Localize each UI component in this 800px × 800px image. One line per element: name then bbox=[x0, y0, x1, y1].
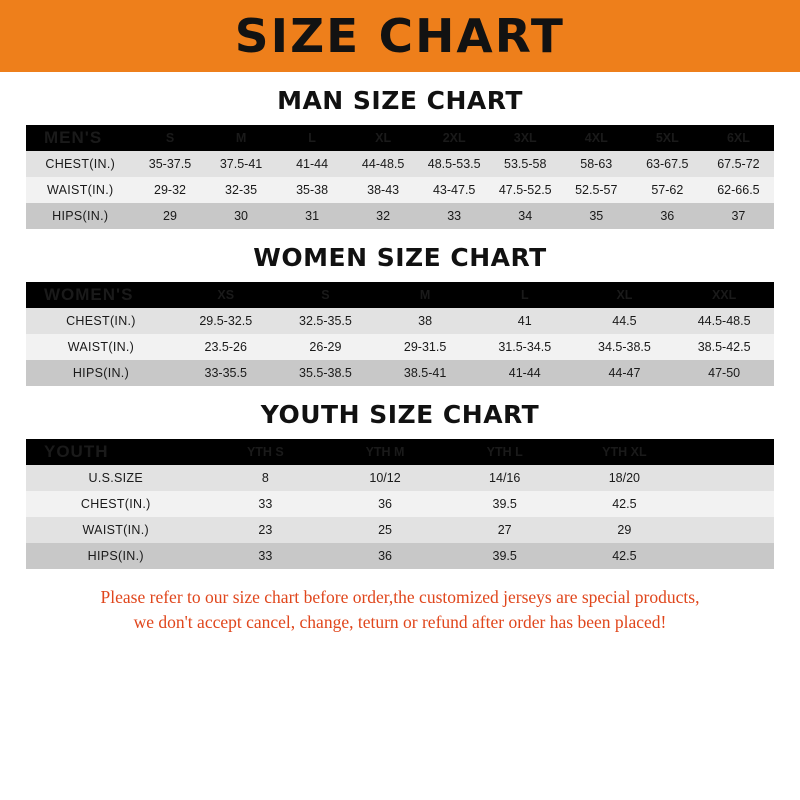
cell: 18/20 bbox=[565, 465, 685, 491]
row-label-chest: CHEST(IN.) bbox=[26, 308, 176, 334]
cell: 44.5 bbox=[575, 308, 675, 334]
cell: 32 bbox=[348, 203, 419, 229]
col-header-6xl: 6XL bbox=[703, 125, 774, 151]
table-women bbox=[26, 282, 774, 386]
cell: 36 bbox=[325, 543, 445, 569]
cell: 10/12 bbox=[325, 465, 445, 491]
table-row bbox=[26, 177, 774, 203]
table-row bbox=[26, 465, 774, 491]
table-row bbox=[26, 360, 774, 386]
table-row bbox=[26, 151, 774, 177]
row-label-hips: HIPS(IN.) bbox=[26, 360, 176, 386]
cell: 33-35.5 bbox=[176, 360, 276, 386]
col-header-spacer bbox=[684, 439, 774, 465]
cell: 39.5 bbox=[445, 543, 565, 569]
cell: 67.5-72 bbox=[703, 151, 774, 177]
cell: 32.5-35.5 bbox=[276, 308, 376, 334]
footer-note bbox=[26, 585, 774, 636]
cell: 35-37.5 bbox=[134, 151, 205, 177]
cell: 38.5-41 bbox=[375, 360, 475, 386]
cell: 52.5-57 bbox=[561, 177, 632, 203]
row-label-waist: WAIST(IN.) bbox=[26, 177, 134, 203]
cell: 37 bbox=[703, 203, 774, 229]
row-label-waist: WAIST(IN.) bbox=[26, 334, 176, 360]
section-title-women: WOMEN SIZE CHART bbox=[253, 243, 547, 272]
col-header-m: M bbox=[375, 282, 475, 308]
col-header-s: S bbox=[276, 282, 376, 308]
cell: 25 bbox=[325, 517, 445, 543]
cell: 43-47.5 bbox=[419, 177, 490, 203]
cell: 29-32 bbox=[134, 177, 205, 203]
table-row bbox=[26, 491, 774, 517]
cell: 29.5-32.5 bbox=[176, 308, 276, 334]
cell: 29-31.5 bbox=[375, 334, 475, 360]
section-youth bbox=[26, 400, 774, 569]
section-title-youth: YOUTH SIZE CHART bbox=[260, 400, 540, 429]
cell: 36 bbox=[325, 491, 445, 517]
page-title: SIZE CHART bbox=[234, 9, 566, 63]
cell-spacer bbox=[684, 543, 774, 569]
table-header-row bbox=[26, 125, 774, 151]
cell: 35 bbox=[561, 203, 632, 229]
cell: 27 bbox=[445, 517, 565, 543]
cell: 62-66.5 bbox=[703, 177, 774, 203]
cell: 63-67.5 bbox=[632, 151, 703, 177]
cell: 38-43 bbox=[348, 177, 419, 203]
col-header-l: L bbox=[475, 282, 575, 308]
row-label-chest: CHEST(IN.) bbox=[26, 151, 134, 177]
row-label-hips: HIPS(IN.) bbox=[26, 203, 134, 229]
cell: 14/16 bbox=[445, 465, 565, 491]
table-header-row bbox=[26, 282, 774, 308]
cell: 42.5 bbox=[565, 491, 685, 517]
cell: 42.5 bbox=[565, 543, 685, 569]
cell-spacer bbox=[684, 465, 774, 491]
cell: 36 bbox=[632, 203, 703, 229]
cell: 48.5-53.5 bbox=[419, 151, 490, 177]
cell: 35-38 bbox=[277, 177, 348, 203]
col-header-yth-m: YTH M bbox=[325, 439, 445, 465]
cell: 57-62 bbox=[632, 177, 703, 203]
cell: 47.5-52.5 bbox=[490, 177, 561, 203]
col-header-yth-s: YTH S bbox=[206, 439, 326, 465]
col-header-xl: XL bbox=[575, 282, 675, 308]
table-row bbox=[26, 543, 774, 569]
cell: 33 bbox=[206, 543, 326, 569]
cell: 38.5-42.5 bbox=[674, 334, 774, 360]
row-label-waist: WAIST(IN.) bbox=[26, 517, 206, 543]
row-label-hips: HIPS(IN.) bbox=[26, 543, 206, 569]
cell: 31 bbox=[277, 203, 348, 229]
col-header-2xl: 2XL bbox=[419, 125, 490, 151]
cell-spacer bbox=[684, 491, 774, 517]
col-header-yth-l: YTH L bbox=[445, 439, 565, 465]
header-band bbox=[0, 0, 800, 72]
cell: 29 bbox=[134, 203, 205, 229]
section-women bbox=[26, 243, 774, 386]
cell: 37.5-41 bbox=[206, 151, 277, 177]
col-header-l: L bbox=[277, 125, 348, 151]
cell: 41-44 bbox=[277, 151, 348, 177]
cell: 33 bbox=[419, 203, 490, 229]
cell: 41-44 bbox=[475, 360, 575, 386]
footer-note-line-2: we don't accept cancel, change, teturn or refund after order has been placed! bbox=[133, 612, 667, 633]
table-youth bbox=[26, 439, 774, 569]
col-header-mens: MEN'S bbox=[26, 125, 134, 151]
cell: 34 bbox=[490, 203, 561, 229]
table-row bbox=[26, 334, 774, 360]
cell: 41 bbox=[475, 308, 575, 334]
col-header-s: S bbox=[134, 125, 205, 151]
footer-note-line-1: Please refer to our size chart before order,the customized jerseys are special products, bbox=[100, 587, 700, 607]
cell: 8 bbox=[206, 465, 326, 491]
section-man bbox=[26, 86, 774, 229]
cell: 44-48.5 bbox=[348, 151, 419, 177]
col-header-xxl: XXL bbox=[674, 282, 774, 308]
cell: 23 bbox=[206, 517, 326, 543]
cell: 44.5-48.5 bbox=[674, 308, 774, 334]
cell-spacer bbox=[684, 517, 774, 543]
table-row bbox=[26, 203, 774, 229]
col-header-5xl: 5XL bbox=[632, 125, 703, 151]
cell: 30 bbox=[206, 203, 277, 229]
table-row bbox=[26, 308, 774, 334]
cell: 26-29 bbox=[276, 334, 376, 360]
cell: 53.5-58 bbox=[490, 151, 561, 177]
col-header-3xl: 3XL bbox=[490, 125, 561, 151]
cell: 31.5-34.5 bbox=[475, 334, 575, 360]
cell: 47-50 bbox=[674, 360, 774, 386]
cell: 33 bbox=[206, 491, 326, 517]
cell: 38 bbox=[375, 308, 475, 334]
col-header-4xl: 4XL bbox=[561, 125, 632, 151]
col-header-xs: XS bbox=[176, 282, 276, 308]
col-header-xl: XL bbox=[348, 125, 419, 151]
row-label-chest: CHEST(IN.) bbox=[26, 491, 206, 517]
cell: 58-63 bbox=[561, 151, 632, 177]
cell: 32-35 bbox=[206, 177, 277, 203]
table-row bbox=[26, 517, 774, 543]
cell: 35.5-38.5 bbox=[276, 360, 376, 386]
col-header-womens: WOMEN'S bbox=[26, 282, 176, 308]
col-header-yth-xl: YTH XL bbox=[565, 439, 685, 465]
content-area bbox=[0, 86, 800, 636]
row-label-us-size: U.S.SIZE bbox=[26, 465, 206, 491]
table-man bbox=[26, 125, 774, 229]
cell: 39.5 bbox=[445, 491, 565, 517]
cell: 23.5-26 bbox=[176, 334, 276, 360]
table-header-row bbox=[26, 439, 774, 465]
cell: 29 bbox=[565, 517, 685, 543]
col-header-m: M bbox=[206, 125, 277, 151]
cell: 44-47 bbox=[575, 360, 675, 386]
col-header-youth: YOUTH bbox=[26, 439, 206, 465]
section-title-man: MAN SIZE CHART bbox=[277, 86, 523, 115]
cell: 34.5-38.5 bbox=[575, 334, 675, 360]
